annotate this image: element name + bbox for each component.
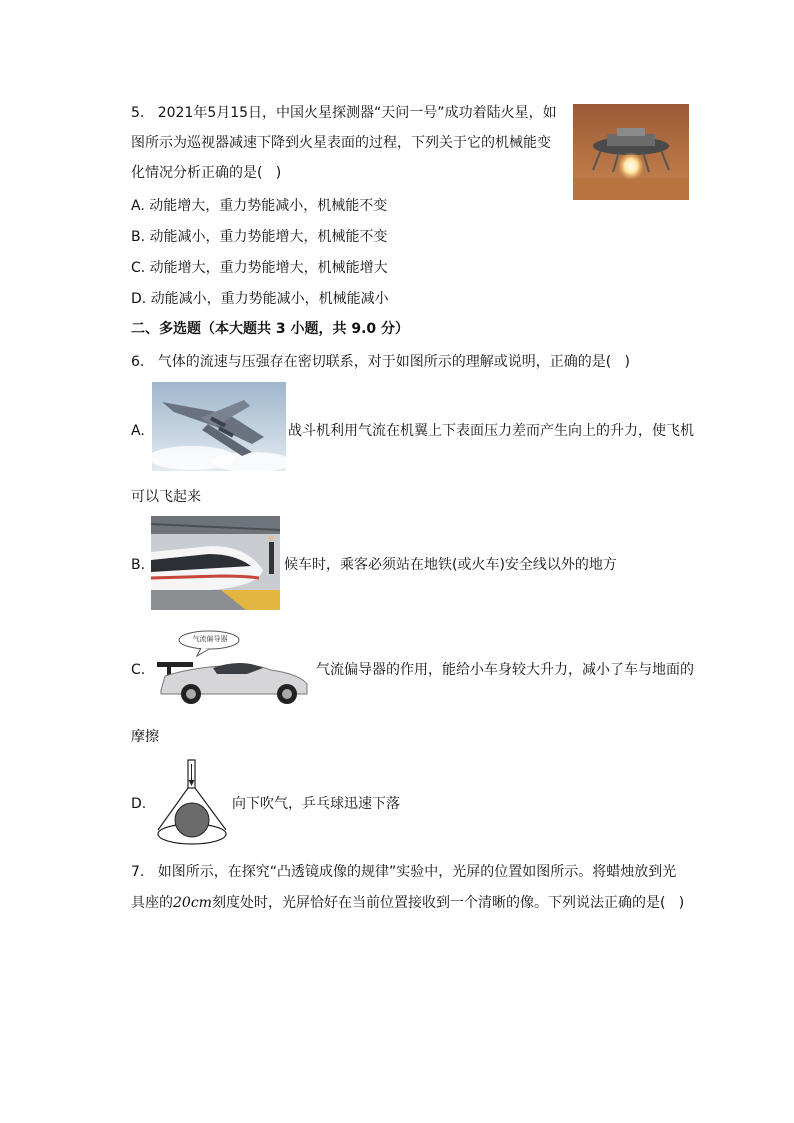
q6-option-b-text: 候车时，乘客必须站在地铁(或火车)安全线以外的地方 bbox=[284, 557, 617, 573]
q5-stem-line-2: 图所示为巡视器减速下降到火星表面的过程，下列关于它的机械能变 bbox=[131, 135, 551, 151]
q6-option-d-text: 向下吹气，乒乓球迅速下落 bbox=[232, 796, 400, 812]
q5-stem-line-1: 5. 2021年5月15日，中国火星探测器“天问一号”成功着陆火星，如 bbox=[131, 105, 557, 121]
q6-option-c-text-1: 气流偏导器的作用，能给小车身较大升力，减小了车与地面的 bbox=[316, 662, 694, 678]
q7-line-2-pre: 具座的 bbox=[131, 895, 173, 911]
q7-distance-unit: cm bbox=[190, 895, 212, 911]
q6-option-c-text-2: 摩擦 bbox=[131, 729, 159, 745]
q6-option-d-label: D. bbox=[131, 796, 147, 812]
q6-option-c-label: C. bbox=[131, 662, 146, 678]
q6-option-a-text-1: 战斗机利用气流在机翼上下表面压力差而产生向上的升力，使飞机 bbox=[288, 423, 694, 439]
q7-line-2-post: 刻度处时，光屏恰好在当前位置接收到一个清晰的像。下列说法正确的是( ) bbox=[211, 895, 685, 911]
q5-option-d: D. 动能减小，重力势能减小，机械能减小 bbox=[131, 291, 389, 307]
q6-option-b-label: B. bbox=[131, 557, 146, 573]
spoiler-bubble-label: 气流偏导器 bbox=[192, 635, 228, 643]
q5-option-c: C. 动能增大，重力势能增大，机械能增大 bbox=[131, 260, 388, 276]
mars-lander-image bbox=[573, 104, 689, 200]
sports-car-image bbox=[151, 628, 313, 708]
q6-stem: 6. 气体的流速与压强存在密切联系，对于如图所示的理解或说明，正确的是( ) bbox=[131, 354, 630, 370]
q7-distance-value: 20 bbox=[173, 895, 191, 911]
q6-option-a-label: A. bbox=[131, 423, 145, 439]
q7-line-1: 7. 如图所示，在探究“凸透镜成像的规律”实验中，光屏的位置如图所示。将蜡烛放到光 bbox=[131, 864, 677, 880]
funnel-ping-pong-diagram bbox=[152, 758, 232, 848]
fighter-jet-image bbox=[152, 382, 286, 471]
q5-option-a: A. 动能增大，重力势能减小，机械能不变 bbox=[131, 198, 388, 214]
high-speed-train-image bbox=[151, 516, 280, 610]
q6-option-a-text-2: 可以飞起来 bbox=[131, 489, 201, 505]
section-title: 二、多选题（本大题共 3 小题，共 9.0 分） bbox=[131, 321, 410, 337]
q5-option-b: B. 动能减小，重力势能增大，机械能不变 bbox=[131, 229, 388, 245]
q7-line-2 bbox=[131, 893, 684, 913]
q5-stem-line-3: 化情况分析正确的是( ) bbox=[131, 165, 282, 181]
